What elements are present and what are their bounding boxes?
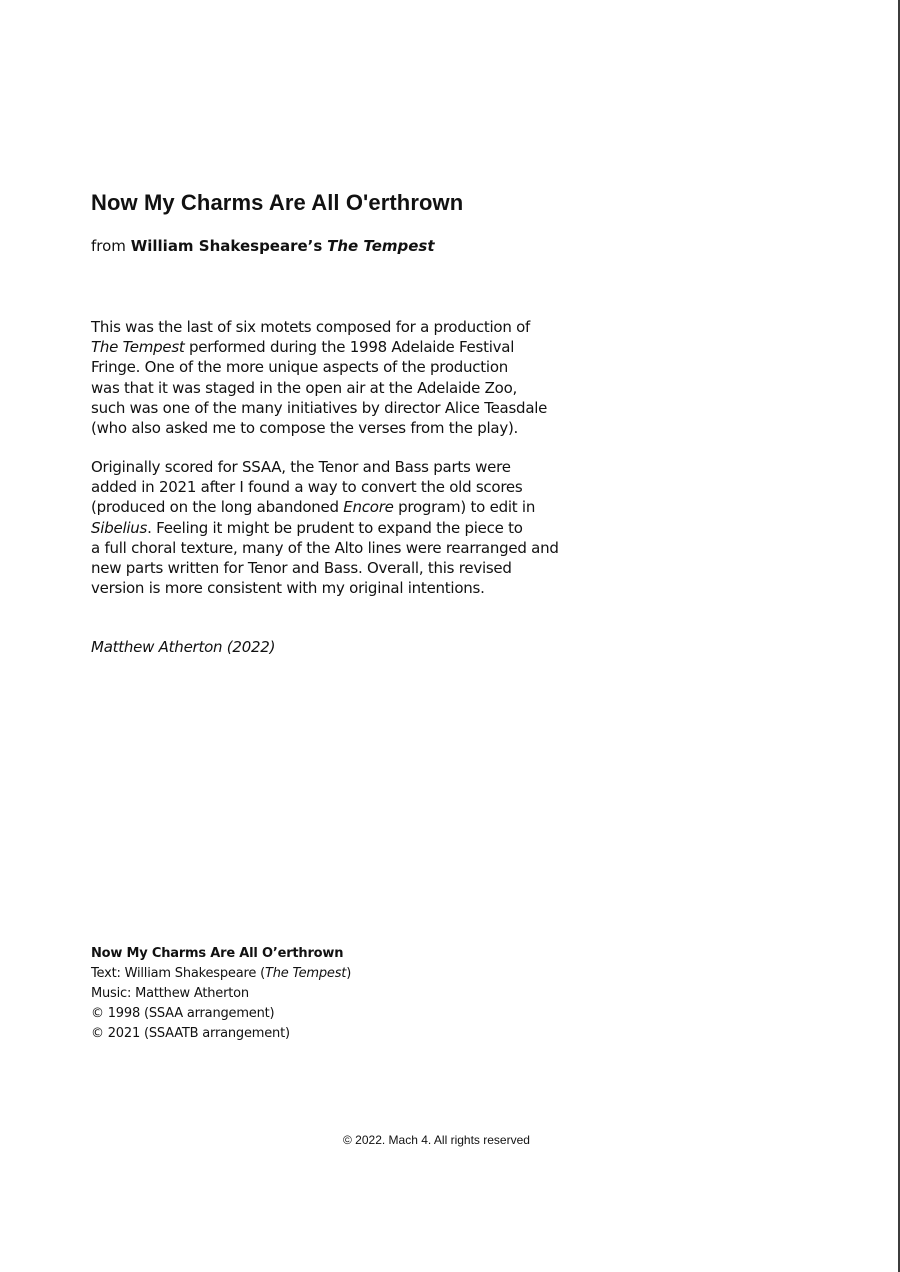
paragraph-line: Originally scored for SSAA, the Tenor and Bass parts were	[91, 458, 511, 476]
subtitle-work: The Tempest	[327, 237, 435, 255]
credits-text-work: The Tempest	[264, 966, 347, 981]
subtitle-prefix: from	[91, 237, 126, 255]
paragraph-line: Fringe. One of the more unique aspects of the production	[91, 358, 509, 377]
credits-copyright-ssaatb: © 2021 (SSAATB arrangement)	[91, 1026, 290, 1041]
subtitle-author: William Shakespeare’s	[130, 237, 323, 255]
paragraph-line: new parts written for Tenor and Bass. Overall, this revised	[91, 559, 512, 578]
italic-title: Encore	[343, 498, 394, 517]
paragraph-line: (who also asked me to compose the verses from the play).	[91, 419, 519, 438]
paragraph-line: version is more consistent with my original intentions.	[91, 579, 485, 598]
program-note-paragraph-1	[91, 317, 611, 438]
credits-copyright-ssaa: © 1998 (SSAA arrangement)	[91, 1006, 275, 1021]
credits-title: Now My Charms Are All O’erthrown	[91, 946, 344, 961]
paragraph-line: was that it was staged in the open air at the Adelaide Zoo,	[91, 378, 518, 397]
paragraph-line: Sibelius. Feeling it might be prudent to expand the piece to	[91, 518, 523, 537]
paragraph-line: The Tempest performed during the 1998 Adelaide Festival	[91, 338, 515, 357]
paragraph-line: (produced on the long abandoned Encore program) to edit in	[91, 498, 536, 517]
credits-music: Music: Matthew Atherton	[91, 986, 249, 1001]
italic-title: The Tempest	[91, 338, 185, 357]
paragraph-line: a full choral texture, many of the Alto lines were rearranged and	[91, 538, 559, 557]
italic-title: Sibelius	[91, 518, 148, 537]
credits-block	[91, 944, 351, 1044]
subtitle	[91, 237, 435, 255]
paragraph-line: This was the last of six motets composed for a production of	[91, 318, 531, 336]
signature: Matthew Atherton (2022)	[91, 638, 276, 656]
footer-copyright: © 2022. Mach 4. All rights reserved	[343, 1133, 530, 1147]
page-title: Now My Charms Are All O'erthrown	[91, 190, 464, 215]
paragraph-line: added in 2021 after I found a way to convert the old scores	[91, 478, 523, 497]
credits-text-prefix: Text: William Shakespeare (	[91, 966, 265, 981]
credits-text	[91, 964, 351, 984]
paragraph-line: such was one of the many initiatives by director Alice Teasdale	[91, 398, 548, 417]
program-note-paragraph-2	[91, 457, 611, 598]
credits-text-suffix: )	[346, 966, 352, 981]
